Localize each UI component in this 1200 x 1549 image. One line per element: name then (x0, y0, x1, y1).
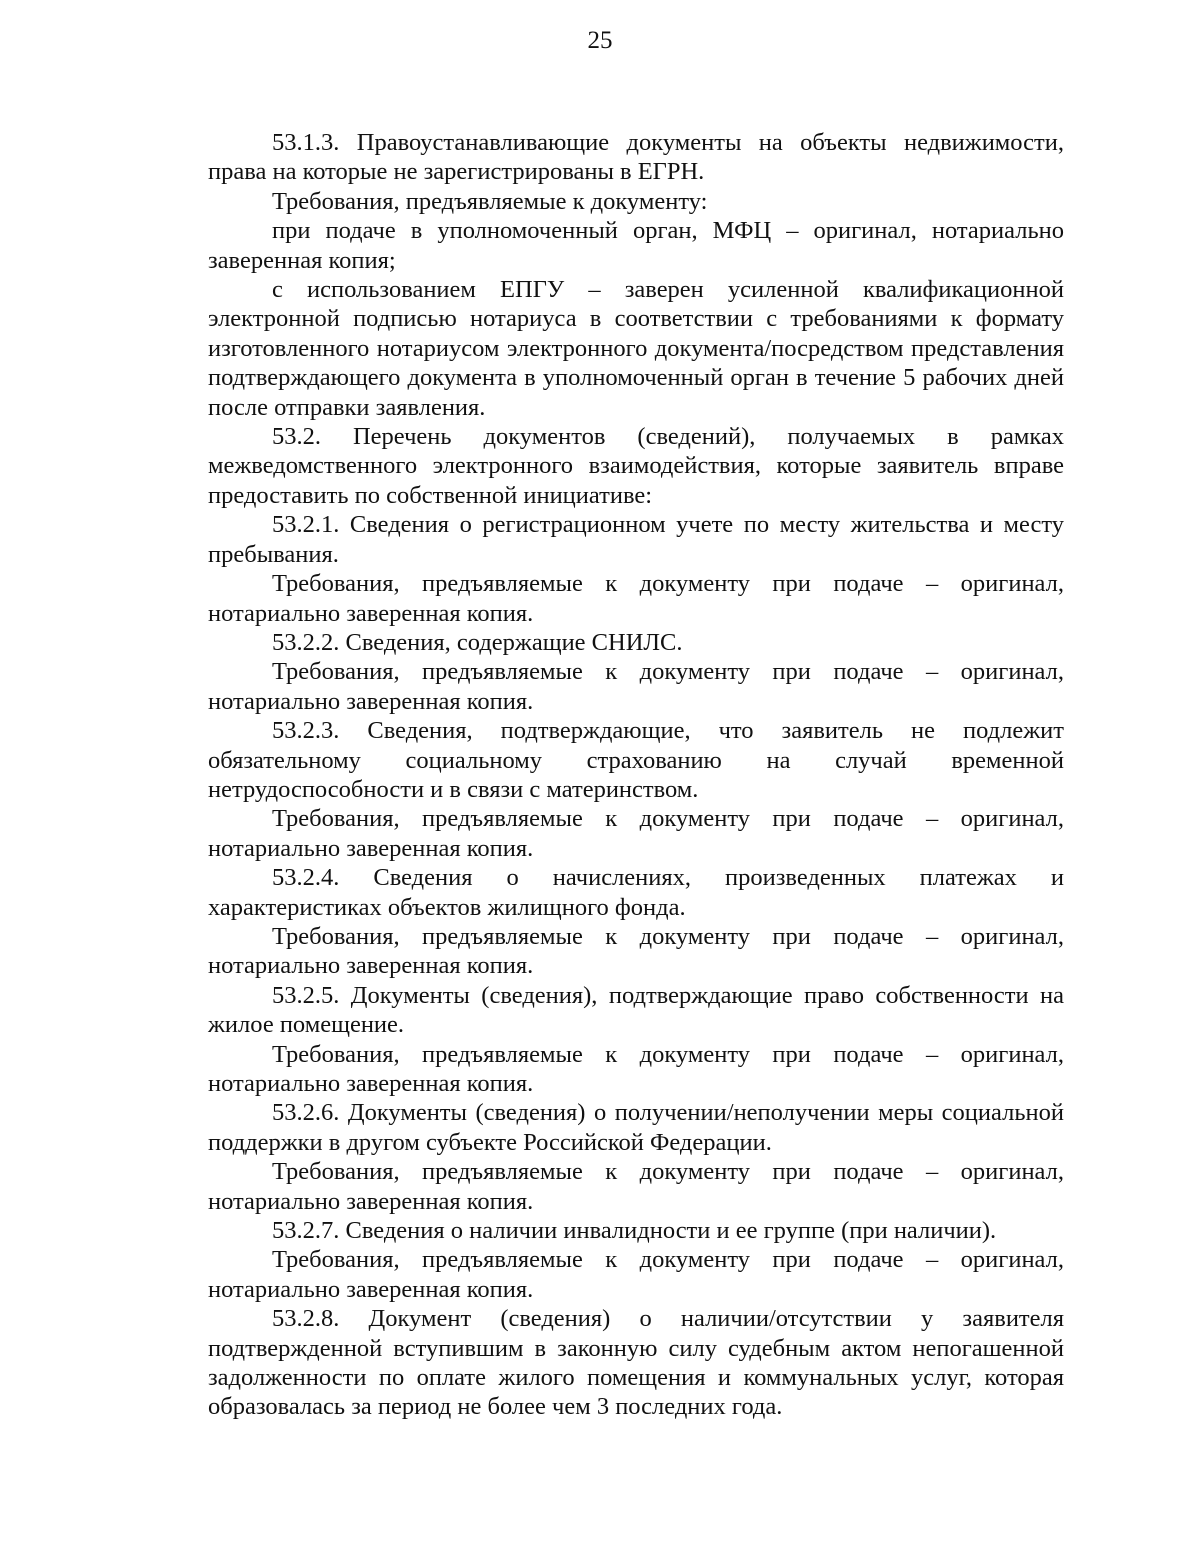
paragraph-53-2-4: 53.2.4. Сведения о начислениях, произведенных платежах и характеристиках объектов жилищного фонда. (208, 864, 1064, 921)
paragraph-53-2-7: 53.2.7. Сведения о наличии инвалидности и ее группе (при наличии). (272, 1217, 997, 1245)
paragraph-53-2-6: 53.2.6. Документы (сведения) о получении/неполучении меры социальной поддержки в другом субъекте Российской Федерации. (208, 1099, 1064, 1156)
requirement-53-2-6: Требования, предъявляемые к документу при подаче – оригинал, нотариально заверенная копия. (208, 1158, 1064, 1215)
paragraph-53-2-2: 53.2.2. Сведения, содержащие СНИЛС. (272, 628, 683, 656)
paragraph-53-2: 53.2. Перечень документов (сведений), получаемых в рамках межведомственного электронного взаимодействия, которые заявитель вправе предоставить по собственной инициативе: (208, 423, 1064, 509)
page-number: 25 (587, 27, 613, 54)
paragraph-53-2-3: 53.2.3. Сведения, подтверждающие, что заявитель не подлежит обязательному социальному страхованию на случай временной нетрудоспособности и в связи с материнством. (208, 717, 1064, 803)
requirement-53-2-7: Требования, предъявляемые к документу при подаче – оригинал, нотариально заверенная копия. (208, 1246, 1064, 1303)
document-body (208, 128, 1064, 1422)
paragraph-53-1-3: 53.1.3. Правоустанавливающие документы на объекты недвижимости, права на которые не зарегистрированы в ЕГРН. (208, 129, 1064, 186)
requirement-53-2-4: Требования, предъявляемые к документу при подаче – оригинал, нотариально заверенная копия. (208, 922, 1064, 980)
requirement-office-submission: при подаче в уполномоченный орган, МФЦ – оригинал, нотариально заверенная копия; (208, 217, 1064, 274)
requirement-53-2-2: Требования, предъявляемые к документу при подаче – оригинал, нотариально заверенная копия. (208, 658, 1064, 715)
paragraph-53-2-1: 53.2.1. Сведения о регистрационном учете по месту жительства и месту пребывания. (208, 511, 1064, 568)
requirement-53-2-3: Требования, предъявляемые к документу при подаче – оригинал, нотариально заверенная копия. (208, 805, 1064, 862)
requirement-epgu-submission: с использованием ЕПГУ – заверен усиленной квалификационной электронной подписью нотариуса в соответствии с требованиями к формату изготовленного нотариусом электронного документа/посредством представления подтверждающего документа в уполномоченный орган в течение 5 рабочих дней после отправки заявления. (208, 276, 1064, 421)
requirement-53-2-5: Требования, предъявляемые к документу при подаче – оригинал, нотариально заверенная копия. (208, 1040, 1064, 1097)
paragraph-53-2-8: 53.2.8. Документ (сведения) о наличии/отсутствии у заявителя подтвержденной вступившим в законную силу судебным актом непогашенной задолженности по оплате жилого помещения и коммунальных услуг, которая образовалась за период не более чем 3 последних года. (208, 1305, 1064, 1421)
requirements-heading: Требования, предъявляемые к документу: (272, 187, 708, 215)
requirement-53-2-1: Требования, предъявляемые к документу при подаче – оригинал, нотариально заверенная копия. (208, 570, 1064, 627)
paragraph-53-2-5: 53.2.5. Документы (сведения), подтверждающие право собственности на жилое помещение. (208, 981, 1064, 1039)
